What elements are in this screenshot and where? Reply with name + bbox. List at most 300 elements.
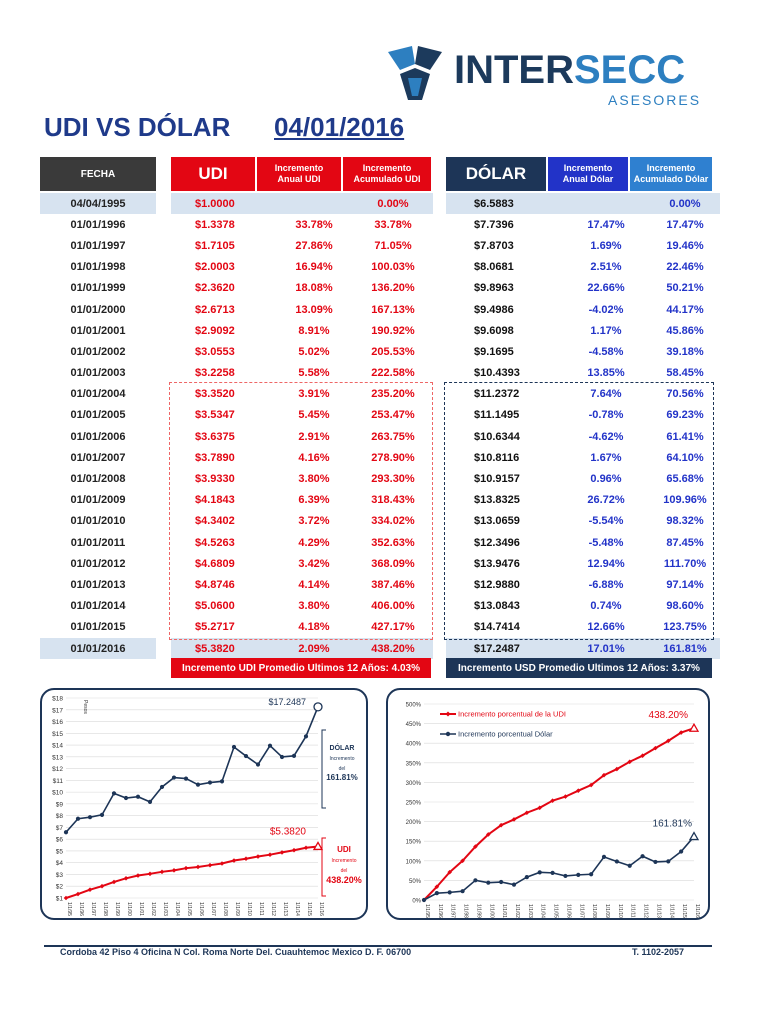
udi-note-line: del — [340, 868, 348, 874]
table-cell: $9.8963 — [474, 282, 514, 295]
table-row — [40, 638, 156, 659]
dolar-point — [232, 745, 236, 749]
table-cell: 136.20% — [371, 282, 415, 295]
legend-dolar-label: Incremento porcentual Dólar — [458, 729, 553, 739]
x-tick-label: 1/1/08 — [222, 902, 228, 916]
table-cell: 5.58% — [298, 367, 330, 380]
table-cell: 01/01/2013 — [70, 578, 126, 591]
table-cell: 406.00% — [371, 600, 415, 613]
table-cell: 17.01% — [562, 638, 650, 659]
table-cell: 8.91% — [298, 324, 330, 337]
header-udi: UDI — [171, 157, 255, 191]
table-cell: $6.5883 — [446, 193, 562, 214]
y-tick-label: 150% — [405, 839, 421, 846]
dolar-point — [160, 785, 164, 789]
table-cell: 4.29% — [298, 536, 330, 549]
x-tick-label: 1/1/11 — [629, 904, 636, 918]
x-tick-label: 1/1/13 — [655, 904, 662, 918]
y-tick-label: $16 — [52, 719, 63, 727]
y-tick-label: 100% — [405, 859, 421, 866]
table-cell: $1.7105 — [195, 239, 235, 252]
brand-logo — [382, 42, 712, 106]
table-cell: 3.72% — [298, 515, 330, 528]
dolar-point — [76, 817, 80, 821]
table-row — [171, 490, 433, 511]
y-tick-label: $13 — [52, 754, 63, 762]
table-cell: 205.53% — [371, 345, 415, 358]
table-row — [171, 447, 433, 468]
table-cell: 01/01/2016 — [40, 638, 156, 659]
table-cell: 368.09% — [371, 557, 415, 570]
x-tick-label: 1/1/99 — [475, 904, 482, 918]
dolar-point — [268, 744, 272, 748]
table-cell: $5.2717 — [195, 621, 235, 634]
table-cell: $13.8325 — [474, 494, 520, 507]
peso-chart — [42, 690, 366, 918]
udi-end-label: $5.3820 — [269, 826, 306, 838]
table-row — [40, 468, 156, 489]
table-row — [40, 193, 156, 214]
table-cell: 4.14% — [298, 578, 330, 591]
dolar-point — [124, 796, 128, 800]
x-tick-label: 1/1/98 — [102, 902, 108, 916]
table-row — [40, 235, 156, 256]
y-tick-label: 200% — [405, 820, 421, 827]
dolar-point — [280, 755, 284, 759]
dolar-percent-point — [628, 864, 632, 868]
table-cell: $13.0843 — [474, 600, 520, 613]
table-cell: 2.91% — [298, 430, 330, 443]
table-cell: $3.6375 — [195, 430, 235, 443]
table-row — [446, 617, 720, 638]
table-cell: 01/01/1997 — [70, 239, 126, 252]
x-tick-label: 1/1/96 — [436, 904, 443, 918]
y-tick-label: $11 — [52, 777, 63, 785]
table-cell: 0.00% — [353, 193, 433, 214]
udi-point — [196, 865, 201, 870]
percent-chart-panel — [386, 688, 710, 920]
table-cell: 1.17% — [590, 324, 622, 337]
table-row — [171, 341, 433, 362]
table-cell: 13.85% — [587, 367, 625, 380]
x-tick-label: 1/1/16 — [318, 902, 324, 916]
x-tick-label: 1/1/02 — [514, 904, 520, 918]
y-tick-label: $6 — [55, 836, 63, 844]
table-row — [446, 447, 720, 468]
table-cell: $8.0681 — [474, 261, 514, 274]
table-row — [40, 574, 156, 595]
table-cell: 01/01/2011 — [70, 536, 126, 549]
dolar-percent-point — [563, 874, 567, 878]
table-cell: 01/01/2006 — [70, 430, 126, 443]
x-tick-label: 1/1/05 — [552, 904, 559, 918]
table-cell: $11.2372 — [474, 388, 520, 401]
x-tick-label: 1/1/06 — [198, 902, 204, 916]
x-tick-label: 1/1/95 — [424, 904, 430, 918]
table-cell: 70.56% — [666, 388, 704, 401]
udi-series-line — [66, 846, 318, 898]
table-cell: 01/01/2015 — [70, 621, 126, 634]
x-tick-label: 1/1/05 — [186, 902, 192, 916]
table-cell: -6.88% — [588, 578, 624, 591]
dolar-point — [148, 800, 152, 804]
dolar-percent-point — [473, 878, 477, 882]
footer-phone: T. 1102-2057 — [632, 947, 685, 957]
table-cell: 71.05% — [374, 239, 412, 252]
table-row — [446, 363, 720, 384]
table-row — [171, 257, 433, 278]
dolar-note-line: Incremento — [329, 756, 355, 762]
dolar-point — [172, 775, 176, 779]
dolar-series-line — [66, 707, 318, 832]
y-tick-label: $3 — [55, 871, 63, 879]
table-cell: 7.64% — [590, 388, 622, 401]
udi-point — [304, 845, 309, 850]
table-cell: 293.30% — [371, 473, 415, 486]
x-tick-label: 1/1/12 — [642, 904, 649, 918]
udi-point — [220, 861, 225, 866]
dolar-note-line: DÓLAR — [329, 745, 355, 752]
table-cell: 87.45% — [666, 536, 704, 549]
udi-point — [268, 852, 273, 857]
table-cell: 318.43% — [371, 494, 415, 507]
x-tick-label: 1/1/07 — [578, 904, 585, 918]
header-dolar-acum: Incremento Acumulado Dólar — [630, 157, 712, 191]
x-tick-label: 1/1/07 — [210, 902, 216, 916]
table-row — [171, 468, 433, 489]
table-cell: 111.70% — [663, 557, 707, 570]
dolar-percent-point — [602, 855, 606, 859]
table-row — [171, 511, 433, 532]
table-cell: 01/01/2003 — [70, 367, 126, 380]
table-cell: $10.8116 — [474, 451, 520, 464]
header-udi-anual: Incremento Anual UDI — [257, 157, 341, 191]
dolar-percent-point — [653, 860, 657, 864]
table-cell: 123.75% — [663, 621, 707, 634]
table-row — [40, 511, 156, 532]
udi-point — [244, 856, 249, 861]
x-tick-label: 1/1/08 — [591, 904, 598, 918]
table-cell: $4.6809 — [195, 557, 235, 570]
dolar-percent-point — [550, 871, 554, 875]
dolar-percent-point — [576, 873, 580, 877]
table-cell: $4.8746 — [195, 578, 235, 591]
dolar-point — [136, 795, 140, 799]
y-tick-label: $14 — [52, 742, 63, 750]
usd-average-banner: Incremento USD Promedio Ultimos 12 Años: 3.37% — [446, 658, 712, 678]
table-cell: 3.42% — [298, 557, 330, 570]
page-date: 04/01/2016 — [274, 112, 405, 142]
table-row — [446, 278, 720, 299]
table-cell: 109.96% — [663, 494, 707, 507]
x-tick-label: 1/1/01 — [138, 902, 144, 916]
table-row — [446, 490, 720, 511]
x-tick-label: 1/1/98 — [462, 904, 469, 918]
table-cell: 01/01/2002 — [70, 345, 126, 358]
udi-table — [171, 193, 433, 659]
table-cell: $7.8703 — [474, 239, 514, 252]
dolar-point — [196, 783, 200, 787]
x-tick-label: 1/1/97 — [90, 902, 96, 916]
udi-note-line: Incremento — [331, 858, 357, 864]
x-tick-label: 1/1/03 — [526, 904, 533, 918]
y-tick-label: 500% — [405, 702, 421, 709]
table-row — [40, 278, 156, 299]
dolar-percent-point — [640, 854, 644, 858]
x-tick-label: 1/1/09 — [604, 904, 610, 918]
table-row — [171, 574, 433, 595]
x-tick-label: 1/1/12 — [270, 902, 276, 916]
table-cell: $12.3496 — [474, 536, 520, 549]
table-row — [446, 532, 720, 553]
table-cell: 263.75% — [371, 430, 415, 443]
y-tick-label: $7 — [55, 824, 63, 832]
x-tick-label: 1/1/04 — [174, 902, 180, 916]
table-cell: 39.18% — [666, 345, 704, 358]
table-cell: 161.81% — [650, 638, 720, 659]
dolar-end-label: 161.81% — [652, 818, 692, 830]
table-cell: 01/01/2009 — [70, 494, 126, 507]
brand-mark-icon — [382, 42, 448, 106]
table-cell: 1.67% — [590, 451, 622, 464]
table-row — [40, 532, 156, 553]
dolar-point — [244, 754, 248, 758]
table-row — [171, 320, 433, 341]
dolar-end-label: $17.2487 — [268, 696, 306, 707]
table-cell: 01/01/2001 — [70, 324, 126, 337]
y-tick-label: 50% — [408, 878, 421, 885]
table-row — [40, 490, 156, 511]
peso-chart-panel — [40, 688, 368, 920]
table-cell: $3.3520 — [195, 388, 235, 401]
table-cell: 438.20% — [353, 638, 433, 659]
x-tick-label: 1/1/06 — [565, 904, 572, 918]
table-cell: $2.3620 — [195, 282, 235, 295]
table-cell: -4.62% — [588, 430, 624, 443]
y-tick-label: $15 — [52, 730, 63, 738]
table-cell: 0.74% — [590, 600, 622, 613]
table-row — [171, 214, 433, 235]
table-cell: 33.78% — [295, 218, 333, 231]
dolar-point — [220, 779, 224, 783]
dolar-percent-point — [499, 880, 503, 884]
table-row — [171, 363, 433, 384]
x-tick-label: 1/1/11 — [258, 902, 264, 916]
y-tick-label: $17 — [52, 707, 63, 715]
table-row — [446, 320, 720, 341]
dolar-point — [88, 815, 92, 819]
x-tick-label: 1/1/10 — [246, 902, 252, 916]
table-cell: 01/01/1998 — [70, 261, 126, 274]
table-row — [446, 214, 720, 235]
dolar-bracket — [322, 730, 326, 808]
dolar-point — [304, 734, 308, 738]
table-cell: 19.46% — [666, 239, 704, 252]
table-cell: 3.80% — [298, 473, 330, 486]
dolar-percent-point — [679, 849, 683, 853]
table-cell: 01/01/2012 — [70, 557, 126, 570]
udi-note-line: 438.20% — [326, 875, 362, 885]
table-row — [171, 299, 433, 320]
table-row — [40, 426, 156, 447]
table-cell: 6.39% — [298, 494, 330, 507]
table-row — [446, 384, 720, 405]
table-cell: 5.45% — [298, 409, 330, 422]
table-cell: 01/01/2005 — [70, 409, 126, 422]
udi-end-marker — [690, 724, 698, 731]
udi-point — [64, 896, 69, 901]
table-cell: 12.66% — [587, 621, 625, 634]
y-tick-label: 400% — [405, 741, 421, 748]
table-cell: 4.18% — [298, 621, 330, 634]
table-cell: 01/01/2000 — [70, 303, 126, 316]
dolar-point — [256, 762, 260, 766]
table-row — [446, 553, 720, 574]
table-cell: 222.58% — [371, 367, 415, 380]
dolar-point — [64, 830, 68, 834]
header-dolar: DÓLAR — [446, 157, 546, 191]
table-cell: -5.48% — [588, 536, 624, 549]
table-cell: 33.78% — [374, 218, 412, 231]
table-row — [171, 235, 433, 256]
table-row — [446, 638, 720, 659]
table-cell: 0.00% — [650, 193, 720, 214]
y-tick-label: $12 — [52, 766, 63, 774]
table-row — [446, 257, 720, 278]
dolar-point — [184, 776, 188, 780]
table-cell: $2.9092 — [195, 324, 235, 337]
table-cell: 98.32% — [666, 515, 704, 528]
table-row — [446, 405, 720, 426]
udi-bracket — [322, 838, 326, 896]
table-cell: $3.0553 — [195, 345, 235, 358]
legend-dolar-marker — [446, 732, 450, 736]
x-tick-label: 1/1/14 — [668, 904, 675, 918]
y-tick-label: 250% — [405, 800, 421, 807]
table-row — [171, 278, 433, 299]
table-cell: $4.1843 — [195, 494, 235, 507]
table-row — [40, 257, 156, 278]
table-cell: $3.5347 — [195, 409, 235, 422]
table-cell: $13.9476 — [474, 557, 520, 570]
table-row — [446, 235, 720, 256]
table-row — [446, 574, 720, 595]
table-row — [171, 426, 433, 447]
table-row — [40, 363, 156, 384]
table-cell: 04/04/1995 — [40, 193, 156, 214]
udi-end-label: 438.20% — [648, 710, 688, 722]
x-tick-label: 1/1/10 — [616, 904, 623, 918]
udi-point — [292, 848, 297, 853]
table-row — [446, 596, 720, 617]
table-row — [171, 384, 433, 405]
table-cell: 190.92% — [371, 324, 415, 337]
y-tick-label: $8 — [55, 813, 63, 821]
y-tick-label: $5 — [55, 848, 63, 856]
udi-point — [124, 876, 129, 881]
x-tick-label: 1/1/96 — [78, 902, 84, 916]
dolar-percent-point — [460, 889, 464, 893]
header-fecha: FECHA — [40, 157, 156, 191]
table-cell: 16.94% — [295, 261, 333, 274]
table-row — [40, 320, 156, 341]
table-row — [446, 341, 720, 362]
table-row — [446, 468, 720, 489]
x-tick-label: 1/1/14 — [294, 902, 300, 916]
table-row — [446, 511, 720, 532]
table-cell: 427.17% — [371, 621, 415, 634]
table-cell: 01/01/2010 — [70, 515, 126, 528]
header-dolar-anual: Incremento Anual Dólar — [548, 157, 628, 191]
table-cell: 17.47% — [666, 218, 704, 231]
dolar-end-marker — [690, 833, 698, 840]
footer-address: Cordoba 42 Piso 4 Oficina N Col. Roma Norte Del. Cuauhtemoc Mexico D. F. 06700 — [60, 947, 412, 957]
table-row — [171, 596, 433, 617]
y-tick-label: $9 — [55, 801, 63, 809]
table-cell: 12.94% — [587, 557, 625, 570]
dolar-percent-point — [615, 859, 619, 863]
table-cell: 2.09% — [275, 638, 353, 659]
dolar-point — [112, 791, 116, 795]
table-cell: -0.78% — [588, 409, 624, 422]
brand-name: INTERSECC — [454, 48, 686, 92]
dolar-percent-point — [422, 898, 426, 902]
table-cell: $12.9880 — [474, 578, 520, 591]
table-cell: 2.51% — [590, 261, 622, 274]
dolar-percent-point — [589, 872, 593, 876]
x-tick-label: 1/1/15 — [306, 902, 312, 916]
x-tick-label: 1/1/95 — [66, 902, 72, 916]
table-row — [40, 596, 156, 617]
table-cell: 17.47% — [587, 218, 625, 231]
table-row — [40, 553, 156, 574]
udi-point — [208, 863, 213, 868]
table-cell: 235.20% — [371, 388, 415, 401]
dolar-note-line: del — [338, 766, 346, 772]
x-tick-label: 1/1/16 — [694, 904, 700, 918]
table-cell: 334.02% — [371, 515, 415, 528]
table-cell: $17.2487 — [446, 638, 562, 659]
dolar-percent-point — [486, 881, 490, 885]
table-row — [40, 299, 156, 320]
table-cell: 22.46% — [666, 261, 704, 274]
y-tick-label: $4 — [55, 860, 63, 868]
dolar-table — [446, 193, 720, 659]
table-cell: $10.6344 — [474, 430, 520, 443]
table-cell: 45.86% — [666, 324, 704, 337]
table-row — [40, 341, 156, 362]
table-cell: -4.02% — [588, 303, 624, 316]
dolar-end-marker — [314, 703, 322, 711]
table-row — [171, 553, 433, 574]
table-cell: 26.72% — [587, 494, 625, 507]
table-cell: $7.7396 — [474, 218, 514, 231]
y-tick-label: 300% — [405, 780, 421, 787]
x-tick-label: 1/1/01 — [501, 904, 508, 918]
table-cell: 01/01/2007 — [70, 451, 126, 464]
y-tick-label: 350% — [405, 761, 421, 768]
table-row — [171, 617, 433, 638]
table-cell: 352.63% — [371, 536, 415, 549]
page-title: UDI VS DÓLAR — [44, 112, 231, 142]
table-cell: $5.3820 — [171, 638, 275, 659]
table-cell: $3.2258 — [195, 367, 235, 380]
table-row — [40, 384, 156, 405]
table-cell: 5.02% — [298, 345, 330, 358]
table-cell — [562, 193, 650, 214]
dolar-percent-point — [435, 891, 439, 895]
y-tick-label: $1 — [55, 895, 63, 903]
